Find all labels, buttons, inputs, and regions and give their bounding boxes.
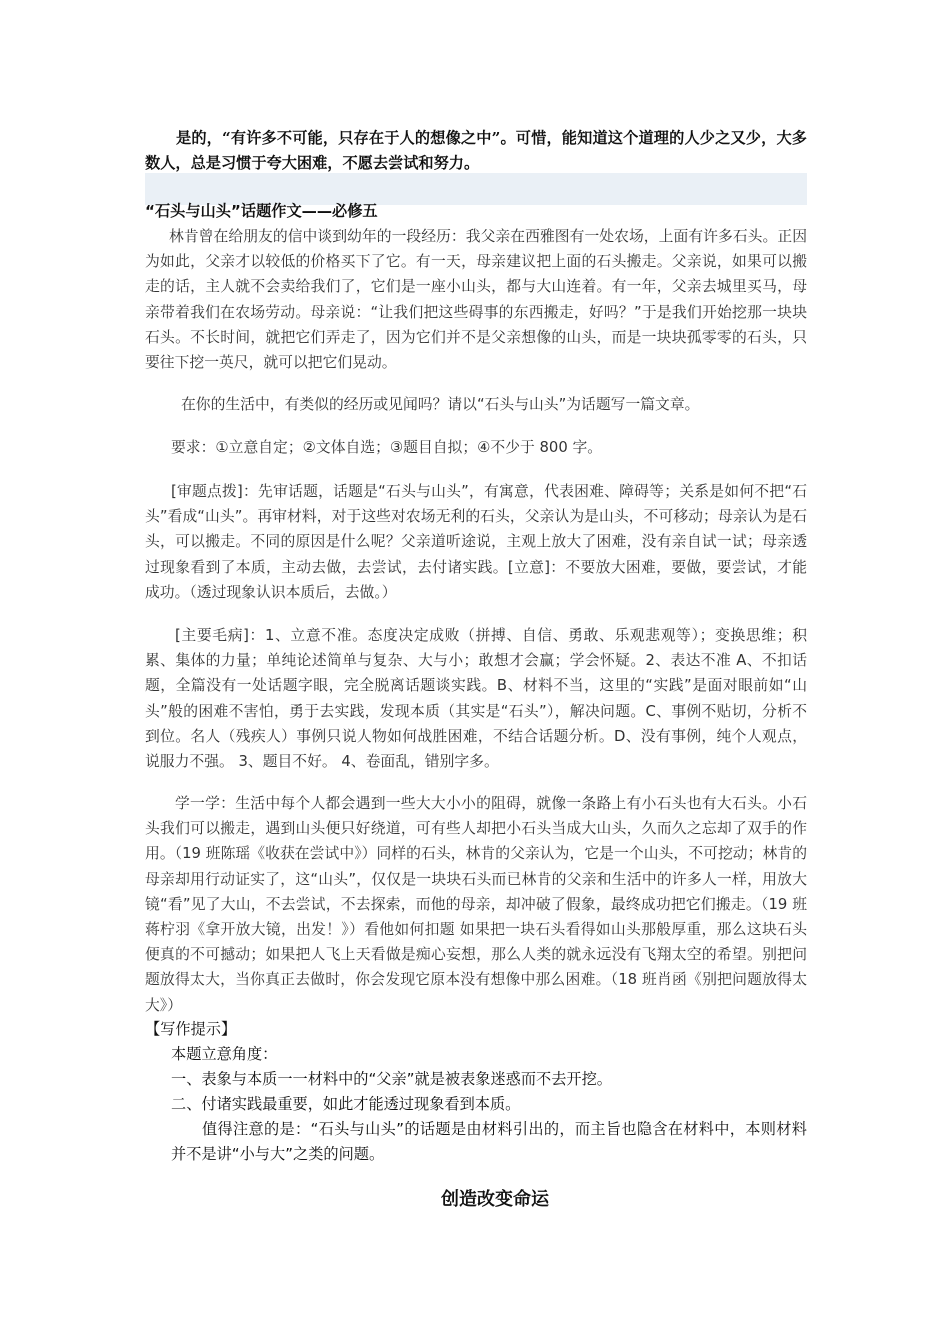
analysis-paragraph: [审题点拨]：先审话题，话题是“石头与山头”，有寓意，代表困难、障碍等；关系是如何不把“石头”看成“山头”。再审材料，对于这些对农场无利的石头，父亲认为是山头，不可移动；母亲认为是石头，可以搬走。不同的原因是什么呢？父亲道听途说，主观上放大了困难，没有亲自试一试；母亲透过现象看到了本质，主动去做，去尝试，去付诸实践。[立意]：不要放大困难，要做，要尝试，才能成功。（透过现象认识本质后，去做。） [145, 483, 807, 601]
faults-paragraph: [主要毛病]：1、立意不准。态度决定成败（拼搏、自信、勇敢、乐观悲观等）；变换思维；积累、集体的力量；单纯论述简单与复杂、大与小；敢想才会赢；学会怀疑。2、表达不准 A、不扣话题，全篇没有一处话题字眼，完全脱离话题谈实践。B、材料不当，这里的“实践”是面对眼前如“山头”般的困难不害怕，勇于去实践，发现本质（其实是“石头”），解决问题。C、事例不贴切，分析不到位。名人（残疾人）事例只说人物如何战胜困难，不结合话题分析。D、没有事例，纯个人观点，说服力不强。 3、题目不好。 4、卷面乱，错别字多。 [145, 627, 807, 771]
prompt-paragraph: 在你的生活中，有类似的经历或见闻吗？请以“石头与山头”为话题写一篇文章。 [181, 396, 700, 413]
requirements-paragraph: 要求：①立意自定；②文体自选；③题目自拟；④不少于 800 字。 [171, 439, 603, 456]
section-title: “石头与山头”话题作文——必修五 [145, 202, 378, 220]
tips-line-note: 值得注意的是：“石头与山头”的话题是由材料引出的，而主旨也隐含在材料中，本则材料并不是讲“小与大”之类的问题。 [171, 1120, 807, 1163]
tips-line-two: 二、付诸实践最重要，如此才能透过现象看到本质。 [171, 1095, 521, 1113]
tips-line-angle: 本题立意角度： [171, 1045, 278, 1063]
tips-line-one: 一、表象与本质一一材料中的“父亲”就是被表象迷惑而不去开挖。 [171, 1070, 612, 1088]
tips-heading: 【写作提示】 [145, 1020, 237, 1038]
intro-paragraph: 是的，“有许多不可能，只存在于人的想像之中”。可惜，能知道这个道理的人少之又少，大多数人，总是习惯于夸大困难，不愿去尝试和努力。 [145, 129, 807, 172]
story-paragraph: 林肯曾在给朋友的信中谈到幼年的一段经历：我父亲在西雅图有一处农场，上面有许多石头。正因为如此，父亲才以较低的价格买下了它。有一天，母亲建议把上面的石头搬走。父亲说，如果可以搬走的话，主人就不会卖给我们了，它们是一座小山头，都与大山连着。有一年，父亲去城里买马，母亲带着我们在农场劳动。母亲说：“让我们把这些碍事的东西搬走，好吗？”于是我们开始挖那一块块石头。不长时间，就把它们弄走了，因为它们并不是父亲想像的山头，而是一块块孤零零的石头，只要往下挖一英尺，就可以把它们晃动。 [145, 228, 807, 372]
learn-paragraph: 学一学：生活中每个人都会遇到一些大大小小的阻碍，就像一条路上有小石头也有大石头。小石头我们可以搬走，遇到山头便只好绕道，可有些人却把小石头当成大山头，久而久之忘却了双手的作用。（19 班陈瑶《收获在尝试中》）同样的石头，林肯的父亲认为，它是一个山头，不可挖动；林肯的母亲却用行动证实了，这“山头”，仅仅是一块块石头而已林肯的父亲和生活中的许多人一样，用放大镜“看”见了大山，不去尝试，不去探索，而他的母亲，却冲破了假象，最终成功把它们搬走。（19 班蒋柠羽《拿开放大镜，出发！》）看他如何扣题 如果把一块石头看得如山头那般厚重，那么这块石头便真的不可撼动；如果把人飞上天看做是痴心妄想，那么人类的就永远没有飞翔太空的希望。别把问题放得太大，当你真正去做时，你会发现它原本没有想像中那么困难。（18 班肖函《别把问题放得太大》） [145, 795, 807, 1014]
next-article-title: 创造改变命运 [441, 1189, 549, 1210]
